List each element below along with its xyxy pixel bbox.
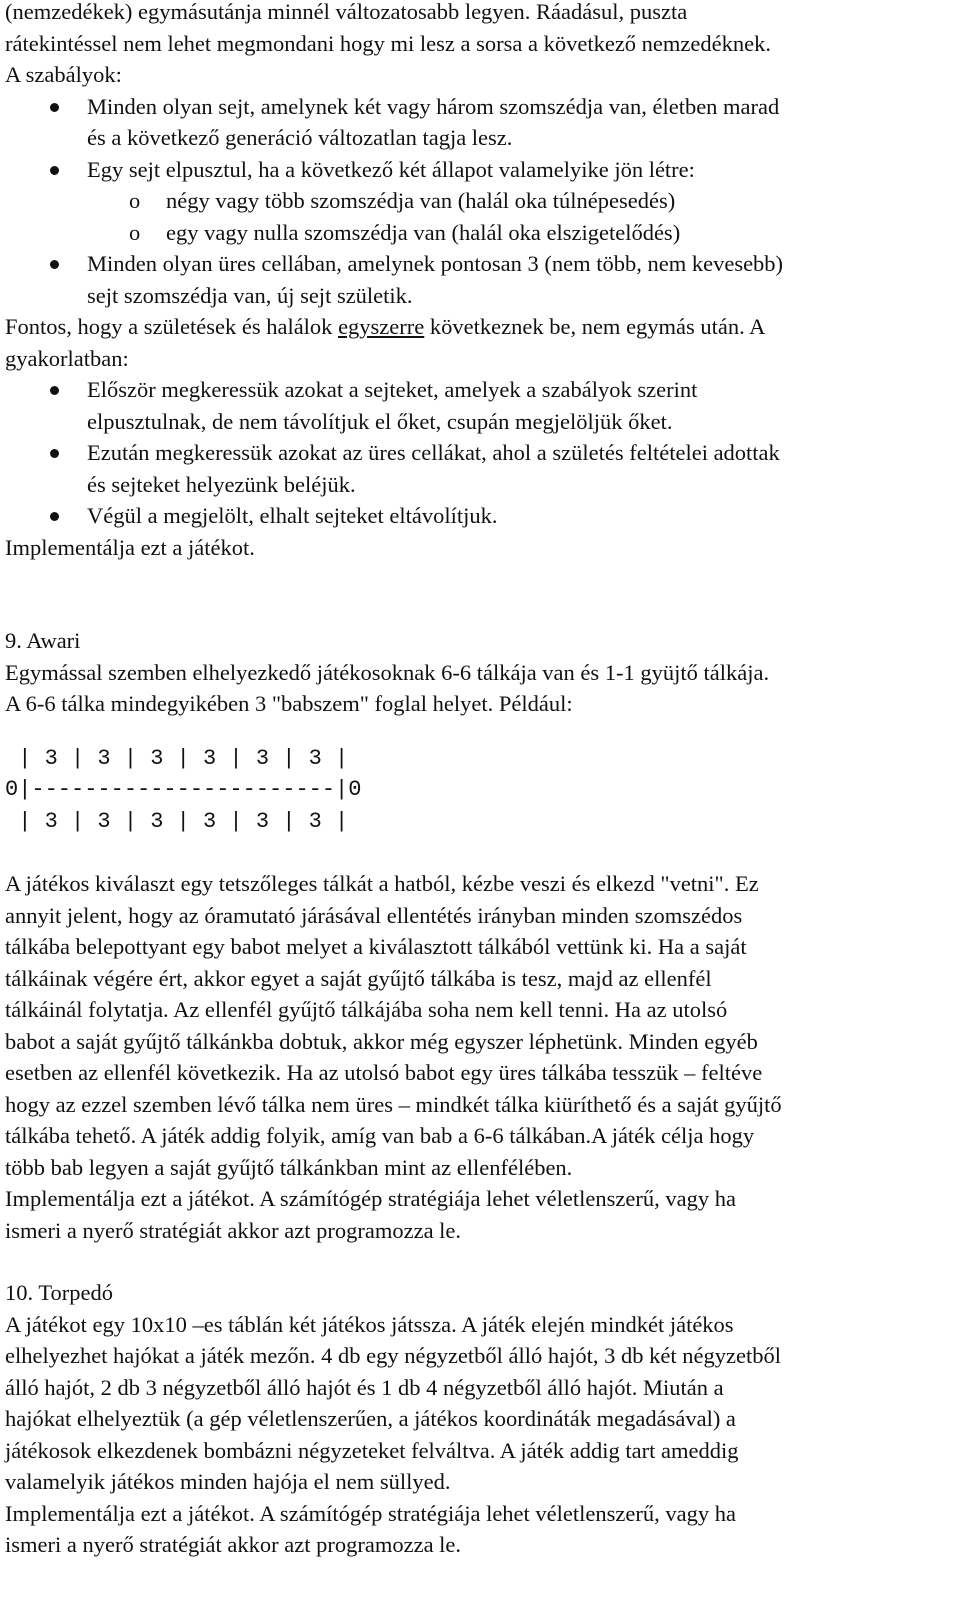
section-10-line: játékosok elkezdenek bombázni négyzeteket felváltva. A játék addig tart ameddig (5, 1437, 739, 1463)
practice-item (5, 500, 955, 532)
section-9-title: 9. Awari (5, 628, 81, 653)
rule-line: Minden olyan üres cellában, amelynek pontosan 3 (nem több, nem kevesebb) (87, 251, 784, 276)
subrule-item (5, 185, 955, 217)
rules-text-line: esetben az ellenfél következik. Ha az utolsó babot egy üres tálkába tesszük – feltéve (5, 1060, 763, 1085)
rules-text-line: tálkáinál folytatja. Az ellenfél gyűjtő tálkájába soha nem kell tenni. Ha az utolsó (5, 997, 728, 1022)
section-10-line: Implementálja ezt a játékot. A számítógép stratégiája lehet véletlenszerű, vagy ha (5, 1500, 736, 1526)
practice-item (5, 374, 955, 437)
section-10-line: hajókat elhelyeztük (a gép véletlenszerűen, a játékos koordináták megadásával) a (5, 1406, 736, 1431)
subrule-marker: o (129, 219, 141, 245)
section-9-desc-line: A 6-6 tálka mindegyikében 3 "babszem" foglal helyet. Például: (5, 691, 573, 716)
rule-item (5, 248, 955, 311)
rules-label: A szabályok: (5, 62, 122, 87)
rule-item (5, 91, 955, 154)
rules-text-line: tálkába belepottyant egy babot melyet a kiválasztott tálkából vettünk ki. Ha a saját (5, 934, 747, 959)
practice-line-2: gyakorlatban: (5, 345, 129, 371)
practice-text: következnek be, nem egymás után. A (424, 314, 766, 339)
practice-item-line: elpusztulnak, de nem távolítjuk el őket, csupán megjelöljük őket. (87, 408, 673, 434)
rules-text-line: Implementálja ezt a játékot. A számítógép stratégiája lehet véletlenszerű, vagy ha (5, 1186, 736, 1211)
rule-line: és a következő generáció változatlan tagja lesz. (87, 125, 513, 150)
spacer (5, 720, 955, 743)
practice-list (5, 374, 955, 532)
section-9-desc-line: Egymással szemben elhelyezkedő játékosoknak 6-6 tálkája van és 1-1 gyüjtő tálkája. (5, 659, 770, 685)
practice-text: Fontos, hogy a születések és halálok (5, 314, 339, 339)
spacer (5, 837, 955, 868)
section-10-line: A játékot egy 10x10 –es táblán két játékos játssza. A játék elején mindkét játékos (5, 1311, 734, 1337)
rule-line: Egy sejt elpusztul, ha a következő két állapot valamelyike jön létre: (87, 156, 695, 182)
intro-line-2: rátekintéssel nem lehet megmondani hogy mi lesz a sorsa a következő nemzedéknek. (5, 30, 771, 56)
rules-text-line: tálkáinak végére ért, akkor egyet a saját gyűjtő tálkába is tesz, majd az ellenfél (5, 965, 712, 991)
practice-item-line: Először megkeressük azokat a sejteket, amelyek a szabályok szerint (87, 377, 698, 402)
awari-board (5, 743, 955, 838)
rules-text-line: tálkába tehető. A játék addig folyik, amíg van bab a 6-6 tálkában.A játék célja hogy (5, 1123, 755, 1148)
subrule-text: négy vagy több szomszédja van (halál oka túlnépesedés) (166, 188, 676, 213)
practice-closing: Implementálja ezt a játékot. (5, 534, 255, 560)
rules-text-line: annyit jelent, hogy az óramutató járásával ellentétés irányban minden szomszédos (5, 902, 743, 928)
intro-line-1: (nemzedékek) egymásutánja minnél változatosabb legyen. Ráadásul, puszta (5, 0, 688, 24)
subrule-item (5, 217, 955, 249)
spacer (5, 1246, 955, 1277)
board-row-middle: 0|-----------------------|0 (5, 777, 362, 802)
board-row-bottom: | 3 | 3 | 3 | 3 | 3 | 3 | (5, 808, 349, 834)
rules-list (5, 91, 955, 312)
practice-item-line: Végül a megjelölt, elhalt sejteket eltávolítjuk. (87, 503, 498, 528)
spacer (5, 563, 955, 625)
document-page (5, 0, 955, 1561)
subrule-marker: o (129, 188, 141, 213)
section-10-line: elhelyezhet hajókat a játék mezőn. 4 db egy négyzetből álló hajót, 3 db két négyzetből (5, 1343, 781, 1368)
section-10-line: álló hajót, 2 db 3 négyzetből álló hajót és 1 db 4 négyzetből álló hajót. Miután a (5, 1374, 724, 1400)
section-10-line: valamelyik játékos minden hajója el nem süllyed. (5, 1469, 451, 1494)
section-10-title: 10. Torpedó (5, 1280, 113, 1305)
practice-item-line: Ezután megkeressük azokat az üres cellákat, ahol a születés feltételei adottak (87, 440, 780, 465)
practice-line-1 (5, 311, 955, 343)
rules-text-line: ismeri a nyerő stratégiát akkor azt programozza le. (5, 1217, 462, 1243)
rules-text-line: több bab legyen a saját gyűjtő tálkánkban mint az ellenfélében. (5, 1154, 573, 1180)
rules-text-line: A játékos kiválaszt egy tetszőleges tálkát a hatból, kézbe veszi és elkezd "vetni". Ez (5, 871, 759, 896)
section-10-line: ismeri a nyerő stratégiát akkor azt programozza le. (5, 1532, 462, 1557)
underlined-word: egyszerre (338, 314, 425, 339)
rule-line: sejt szomszédja van, új sejt születik. (87, 282, 413, 308)
section-10-body (5, 1309, 955, 1561)
practice-item (5, 437, 955, 500)
subrule-text: egy vagy nulla szomszédja van (halál oka elszigetelődés) (166, 219, 681, 245)
board-row-top: | 3 | 3 | 3 | 3 | 3 | 3 | (5, 745, 349, 771)
rule-item (5, 154, 955, 186)
rule-line: Minden olyan sejt, amelynek két vagy három szomszédja van, életben marad (87, 93, 780, 119)
rules-text-line: hogy az ezzel szemben lévő tálka nem üres – mindkét tálka kiüríthető és a saját gyűjtő (5, 1091, 782, 1117)
section-9-rules (5, 868, 955, 1246)
practice-item-line: és sejteket helyezünk beléjük. (87, 471, 356, 497)
rules-text-line: babot a saját gyűjtő tálkánkba dobtuk, akkor még egyszer léphetünk. Minden egyéb (5, 1028, 758, 1054)
